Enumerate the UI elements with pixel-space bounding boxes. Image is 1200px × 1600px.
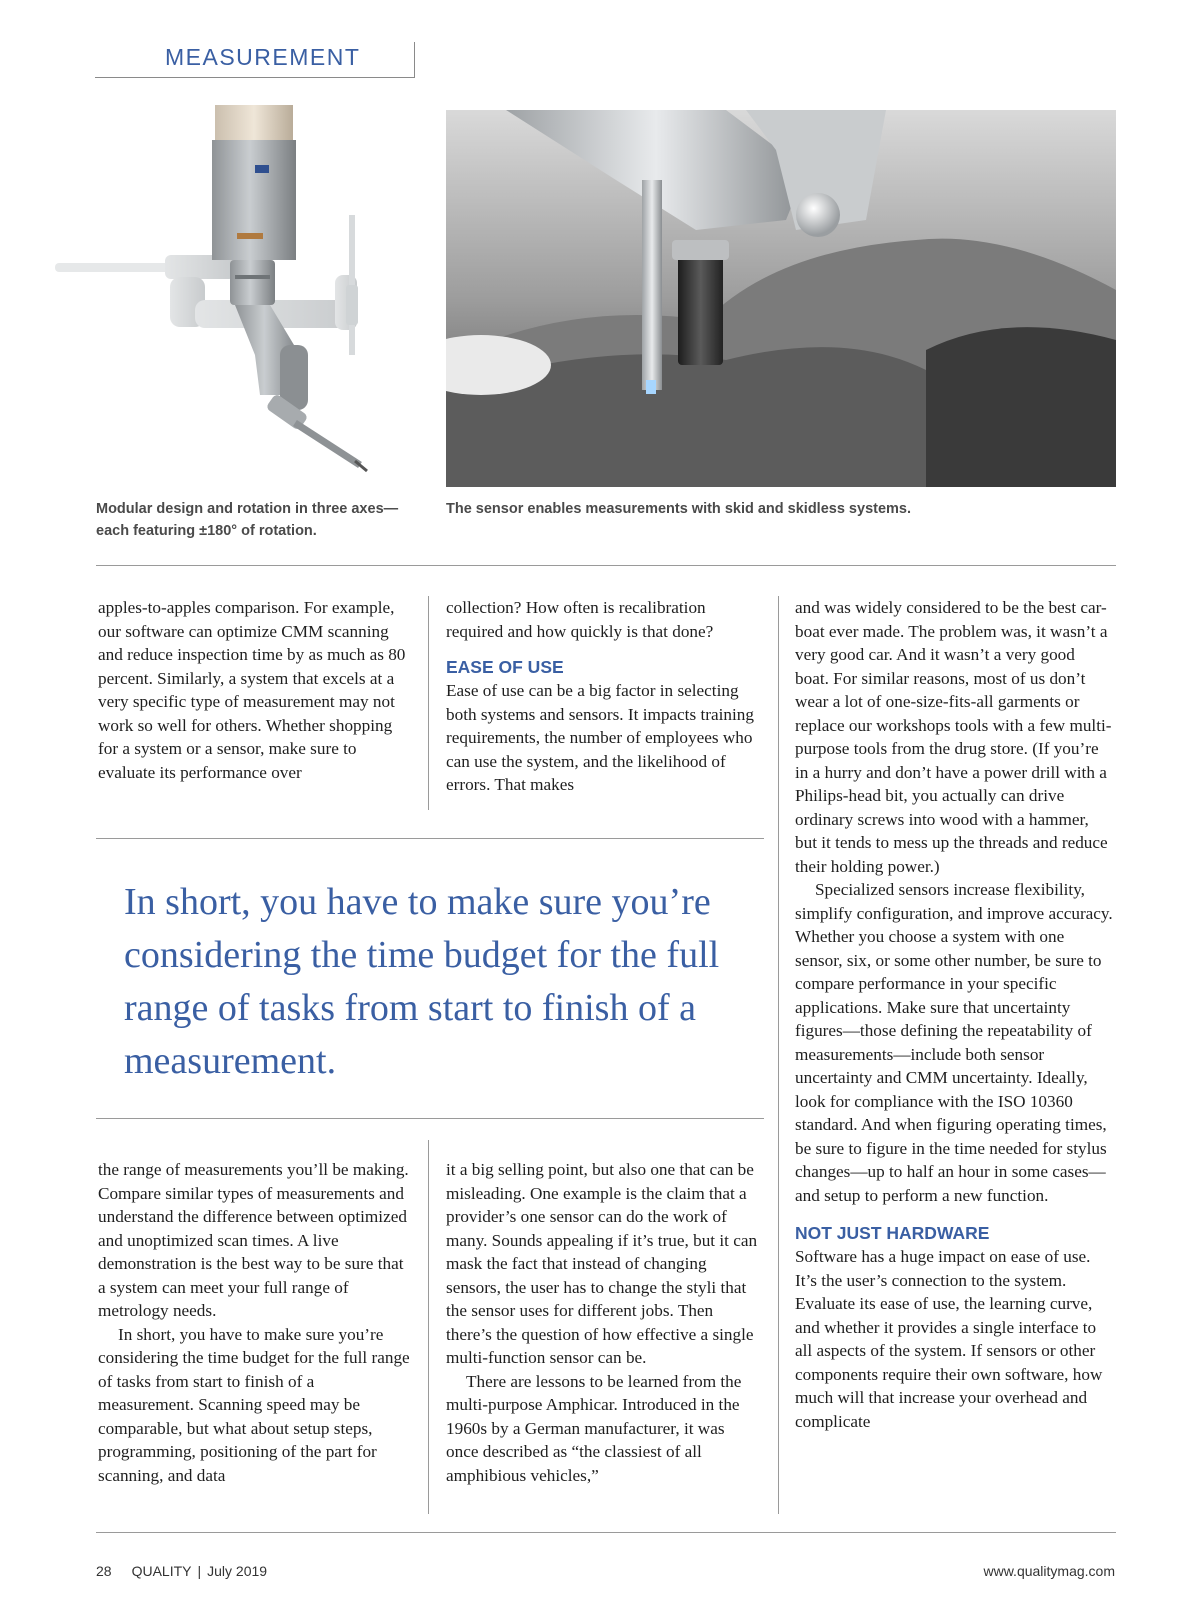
paragraph: the range of measurements you’ll be making. Compare similar types of measurements and understand the difference between optimized and unoptimized scan times. A live demonstration is the best way to be sure that a system can meet your full range of metrology needs. [98, 1160, 409, 1320]
not-just-hardware-heading: NOT JUST HARDWARE [795, 1223, 990, 1243]
left-photo-caption: Modular design and rotation in three axes—each featuring ±180° of rotation. [96, 501, 399, 539]
footer-url[interactable]: www.qualitymag.com [983, 1563, 1115, 1579]
ease-of-use-heading: EASE OF USE [446, 657, 564, 677]
paragraph: apples-to-apples comparison. For example, our software can optimize CMM scanning and reduce inspection time by as much as 80 percent. Similarly, a system that excels at a very specific type of measurement may not work so well for others. Whether shopping for a system or a sensor, make sure to evaluate its performance over [98, 598, 406, 782]
pullquote-bottom-rule [96, 1118, 764, 1119]
sensor-closeup-photo [446, 110, 1116, 487]
column-2-bottom [446, 1158, 761, 1487]
column-3 [795, 596, 1113, 1433]
paragraph: it a big selling point, but also one that can be misleading. One example is the claim that a provider’s one sensor can do the work of many. Sounds appealing if it’s true, but it can mask the fact that instead of changing sensors, the user has to change the styli that the sensor uses for different jobs. Then there’s the question of how effective a single multi-function sensor can be. [446, 1160, 758, 1367]
right-photo-caption: The sensor enables measurements with skid and skidless systems. [446, 501, 912, 517]
page-number: 28 [96, 1563, 112, 1579]
footer-separator: | [197, 1563, 202, 1579]
column-divider-1-bottom [428, 1140, 429, 1514]
paragraph: Ease of use can be a big factor in selecting both systems and sensors. It impacts training requirements, the number of employees who can use the system, and the likelihood of errors. That makes [446, 681, 754, 794]
paragraph: Specialized sensors increase flexibility, simplify configuration, and improve accuracy. Whether you choose a system with one sensor, six, or some other number, be sure to compare performance in your specific applications. Make sure that uncertainty figures—those defining the repeatability of measurements—include both sensor uncertainty and CMM uncertainty. Ideally, look for compliance with the ISO 10360 standard. And when figuring operating times, be sure to figure in the time needed for stylus changes—up to half an hour in some cases—and setup to perform a new function. [795, 880, 1113, 1205]
column-divider-1-top [428, 596, 429, 810]
footer-left [96, 1563, 267, 1579]
pull-quote: In short, you have to make sure you’re considering the time budget for the full range of tasks from start to finish of a measurement. [124, 881, 720, 1082]
section-label-text: MEASUREMENT [165, 44, 361, 70]
column-1-bottom [98, 1158, 413, 1487]
column-2-top [446, 596, 761, 797]
modular-sensor-photo [55, 105, 410, 480]
publication-name: QUALITY [131, 1563, 192, 1579]
paragraph: collection? How often is recalibration required and how quickly is that done? [446, 598, 714, 641]
pullquote-top-rule [96, 838, 764, 839]
paragraph: In short, you have to make sure you’re considering the time budget for the full range of tasks from start to finish of a measurement. Scanning speed may be comparable, but what about setup steps, programming, positioning of the part for scanning, and data [98, 1324, 410, 1485]
section-label [95, 42, 415, 78]
paragraph: There are lessons to be learned from the multi-purpose Amphicar. Introduced in the 1960s by a German manufacturer, it was once described as “the classiest of all amphibious vehicles,” [446, 1371, 742, 1485]
issue-date: July 2019 [207, 1563, 268, 1579]
column-1-top [98, 596, 413, 784]
column-divider-2 [778, 596, 779, 1514]
caption-divider [96, 565, 1116, 566]
footer-rule [96, 1532, 1116, 1533]
paragraph: Software has a huge impact on ease of use. It’s the user’s connection to the system. Evaluate its ease of use, the learning curve, and whether it provides a single interface to all aspects of the system. If sensors or other components require their own software, how much will that increase your overhead and complicate [795, 1247, 1103, 1431]
paragraph: and was widely considered to be the best car-boat ever made. The problem was, it wasn’t a very good car. And it wasn’t a very good boat. For similar reasons, most of us don’t wear a lot of one-size-fits-all garments or replace our workshops tools with a few multi-purpose tools from the drug store. (If you’re in a hurry and don’t have a power drill with a Philips-head bit, you actually can drive ordinary screws into wood with a hammer, but it tends to mess up the threads and reduce their holding power.) [795, 598, 1112, 876]
